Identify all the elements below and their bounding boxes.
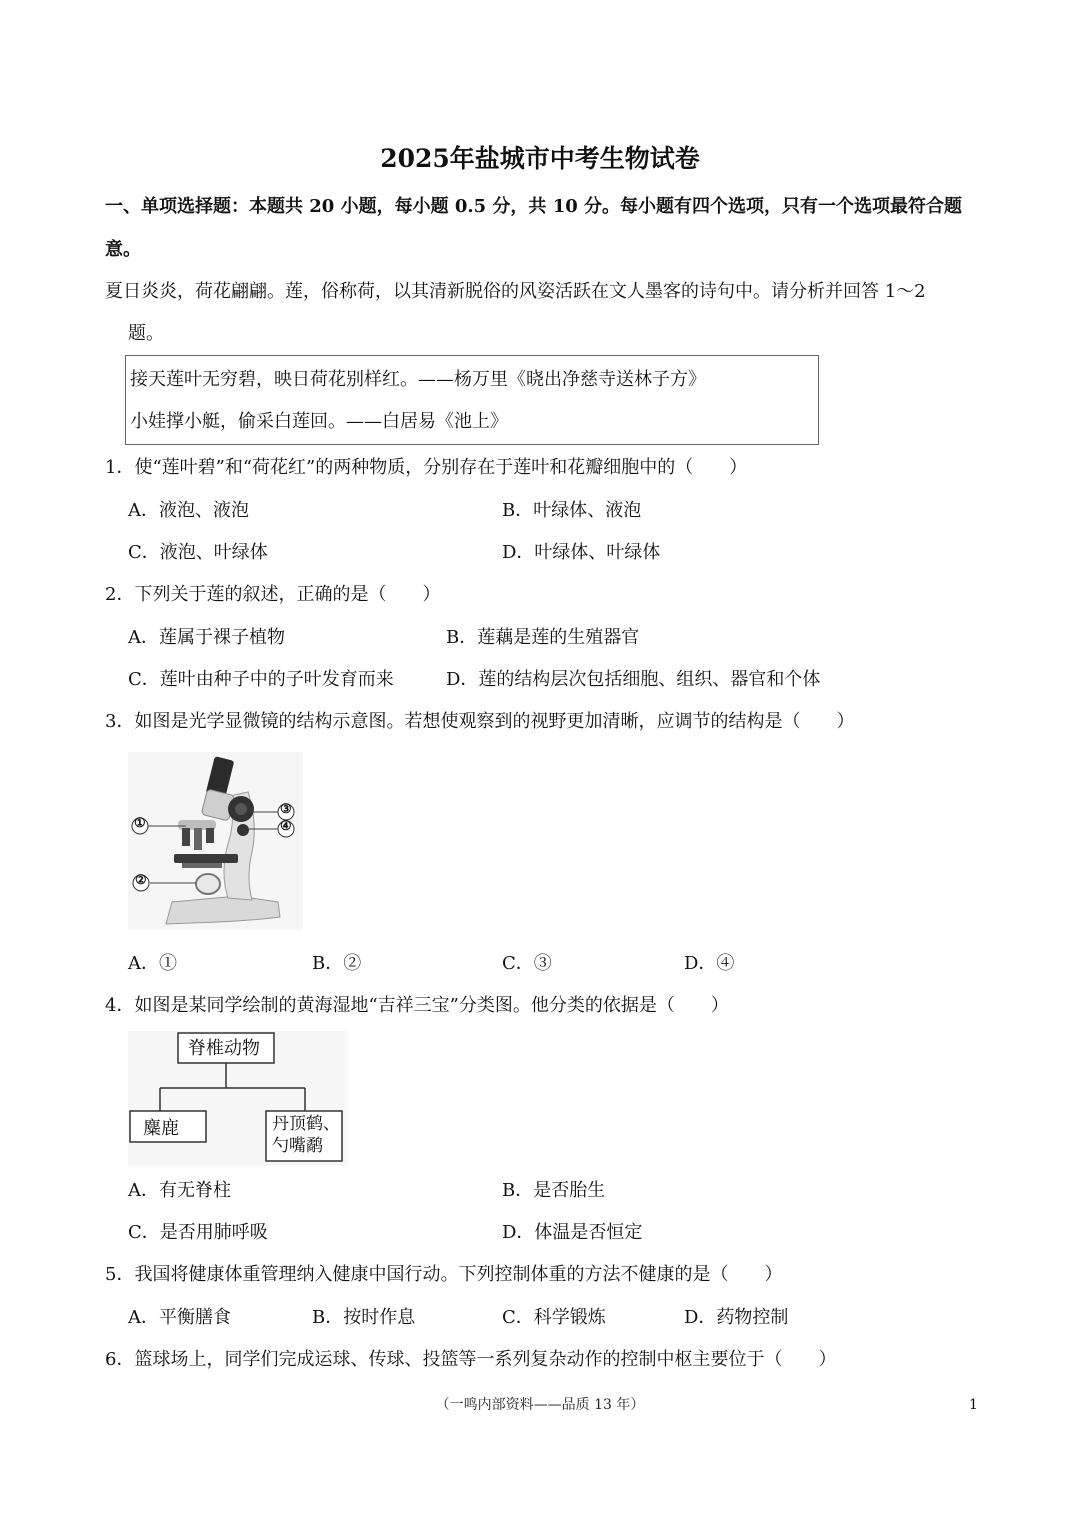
option: B．叶绿体、液泡 (502, 500, 642, 521)
option: B．是否胎生 (502, 1180, 606, 1201)
option: B．莲藕是莲的生殖器官 (446, 627, 640, 648)
poem-line: 小娃撑小艇，偷采白莲回。——白居易《池上》 (130, 411, 508, 432)
option: C．③ (502, 953, 552, 974)
poem-line: 接天莲叶无穷碧，映日荷花别样红。——杨万里《晓出净慈寺送林子方》 (130, 369, 706, 390)
tree-left-label: 麋鹿 (143, 1118, 179, 1139)
option: C．液泡、叶绿体 (128, 542, 268, 563)
option: A．平衡膳食 (128, 1307, 231, 1328)
option: A．① (128, 953, 177, 974)
figure-label: ① (134, 816, 146, 831)
question-stem: 4．如图是某同学绘制的黄海湿地“吉祥三宝”分类图。他分类的依据是（ ） (105, 995, 729, 1016)
intro-line2: 题。 (128, 323, 164, 344)
section-header-line2: 意。 (105, 239, 141, 260)
question-stem: 5．我国将健康体重管理纳入健康中国行动。下列控制体重的方法不健康的是（ ） (105, 1264, 783, 1285)
option: D．莲的结构层次包括细胞、组织、器官和个体 (446, 669, 821, 690)
tree-right-label: 勺嘴鹬 (272, 1136, 323, 1156)
question-stem: 3．如图是光学显微镜的结构示意图。若想使观察到的视野更加清晰，应调节的结构是（ ） (105, 711, 855, 732)
option: D．④ (684, 953, 735, 974)
option: A．有无脊柱 (128, 1180, 231, 1201)
option: B．按时作息 (312, 1307, 416, 1328)
section-header-line1: 一、单项选择题：本题共 20 小题，每小题 0.5 分，共 10 分。每小题有四个选项，只有一个选项最符合题 (105, 196, 963, 217)
tree-right-label: 丹顶鹤、 (272, 1114, 340, 1134)
intro-line1: 夏日炎炎，荷花翩翩。莲，俗称荷，以其清新脱俗的风姿活跃在文人墨客的诗句中。请分析并回答 1～2 (105, 281, 926, 302)
microscope-figure (128, 752, 303, 930)
figure-label: ③ (280, 802, 292, 817)
figure-label: ② (135, 873, 147, 888)
option: C．是否用肺呼吸 (128, 1222, 268, 1243)
footer-text: （一鸣内部资料——品质 13 年） (435, 1397, 645, 1413)
tree-root-label: 脊椎动物 (188, 1038, 260, 1059)
page-number: 1 (969, 1397, 978, 1413)
question-stem: 6．篮球场上，同学们完成运球、传球、投篮等一系列复杂动作的控制中枢主要位于（ ） (105, 1349, 837, 1370)
question-stem: 1．使“莲叶碧”和“荷花红”的两种物质，分别存在于莲叶和花瓣细胞中的（ ） (105, 457, 748, 478)
option: C．莲叶由种子中的子叶发育而来 (128, 669, 394, 690)
option: C．科学锻炼 (502, 1307, 606, 1328)
option: D．体温是否恒定 (502, 1222, 643, 1243)
option: D．叶绿体、叶绿体 (502, 542, 661, 563)
option: A．液泡、液泡 (128, 500, 249, 521)
page-title: 2025年盐城市中考生物试卷 (380, 144, 700, 173)
option: A．莲属于裸子植物 (128, 627, 285, 648)
option: B．② (312, 953, 362, 974)
figure-label: ④ (280, 819, 292, 834)
option: D．药物控制 (684, 1307, 789, 1328)
question-stem: 2．下列关于莲的叙述，正确的是（ ） (105, 584, 441, 605)
